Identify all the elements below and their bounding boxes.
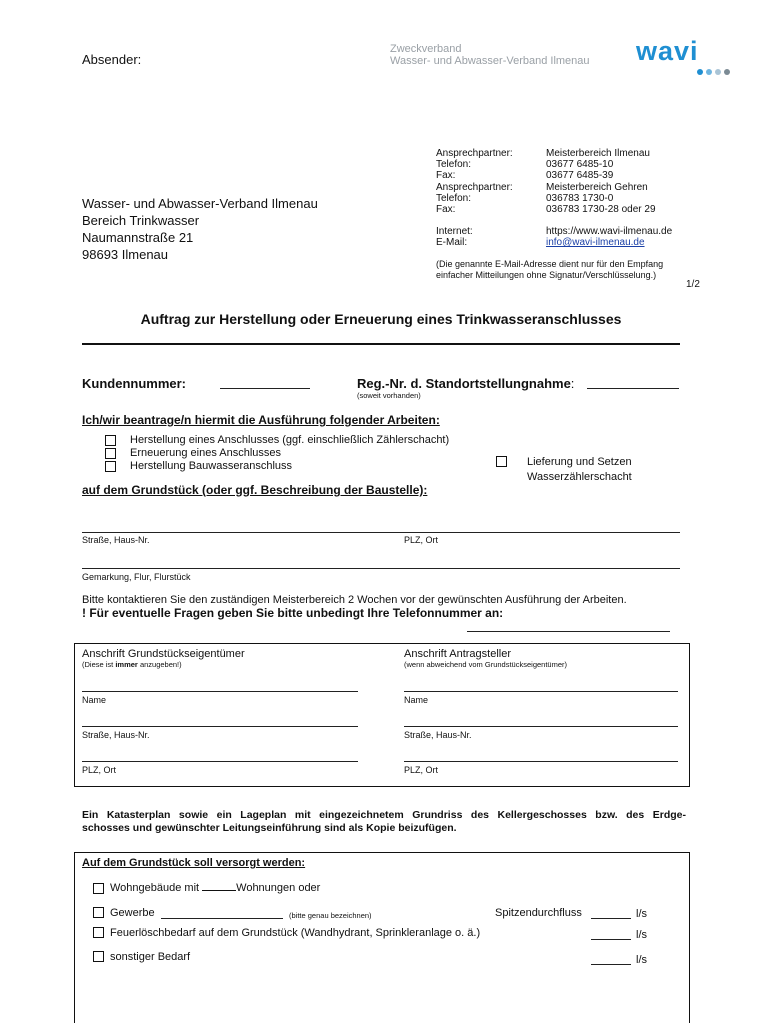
contact-label: Telefon: bbox=[436, 159, 472, 171]
option-label: Herstellung Bauwasseranschluss bbox=[130, 460, 293, 472]
email-note bbox=[436, 259, 663, 280]
site-street-field[interactable] bbox=[82, 532, 680, 533]
sender-label: Absender: bbox=[82, 52, 142, 67]
contact-labels bbox=[436, 148, 513, 215]
owner-note-bold: immer bbox=[115, 660, 138, 669]
note-line: einfacher Mitteilungen ohne Signatur/Verschlüsselung.) bbox=[436, 269, 657, 280]
site-parcel-field[interactable] bbox=[82, 568, 680, 569]
internet-label: Internet: bbox=[436, 226, 473, 237]
unit-label: l/s bbox=[636, 908, 647, 920]
owner-plz-label: PLZ, Ort bbox=[82, 765, 117, 775]
applicant-name-label: Name bbox=[404, 695, 429, 705]
recipient-address bbox=[82, 195, 318, 263]
owner-street-field[interactable] bbox=[82, 726, 358, 727]
option-label: Lieferung und Setzen bbox=[527, 456, 632, 468]
applicant-plz-label: PLZ, Ort bbox=[404, 765, 439, 775]
unit-label: l/s bbox=[636, 929, 647, 941]
logo-dot-icon bbox=[715, 69, 721, 75]
checkbox[interactable] bbox=[93, 951, 104, 962]
site-heading: auf dem Grundstück (oder ggf. Beschreibung der Baustelle): bbox=[82, 483, 428, 497]
option-label: Herstellung eines Anschlusses (ggf. einschließlich Zählerschacht) bbox=[130, 434, 450, 446]
owner-note-post: anzugeben!) bbox=[137, 660, 182, 669]
regnr-label-text: Reg.-Nr. d. Standortstellungnahme bbox=[357, 376, 571, 391]
org-line2: Wasser- und Abwasser-Verband Ilmenau bbox=[390, 55, 590, 67]
contact-label: Ansprechpartner: bbox=[436, 181, 513, 193]
work-option[interactable] bbox=[105, 460, 449, 473]
contact-value: 03677 6485-10 bbox=[546, 159, 614, 171]
title-rule bbox=[82, 343, 680, 345]
meter-shaft-label bbox=[527, 455, 632, 485]
owner-heading: Anschrift Grundstückseigentümer bbox=[82, 648, 245, 660]
contact-value: Meisterbereich Gehren bbox=[546, 181, 648, 193]
owner-note bbox=[82, 660, 182, 669]
contact-value: Meisterbereich Ilmenau bbox=[546, 148, 650, 159]
regnr-field[interactable] bbox=[587, 388, 679, 389]
note-line: (Die genannte E-Mail-Adresse dient nur für den Empfang bbox=[436, 259, 664, 269]
applicant-plz-field[interactable] bbox=[404, 761, 678, 762]
contact-value: 03677 6485-39 bbox=[546, 170, 614, 182]
contact-values bbox=[546, 148, 656, 215]
applicant-name-field[interactable] bbox=[404, 691, 678, 692]
supply-item-fire[interactable] bbox=[93, 927, 480, 939]
phone-request-text: ! Für eventuelle Fragen geben Sie bitte unbedingt Ihre Telefonnummer an: bbox=[82, 606, 504, 620]
supply-heading: Auf dem Grundstück soll versorgt werden: bbox=[82, 857, 306, 869]
peak-flow-field[interactable] bbox=[591, 918, 631, 919]
applicant-note: (wenn abweichend vom Grundstückseigentümer) bbox=[404, 660, 567, 669]
logo-dot-icon bbox=[706, 69, 712, 75]
item-label: Wohngebäude mit bbox=[110, 882, 203, 894]
web-labels bbox=[436, 226, 473, 248]
address-line: 98693 Ilmenau bbox=[82, 247, 169, 262]
peak-flow-label: Spitzendurchfluss bbox=[495, 907, 582, 919]
contact-label: Fax: bbox=[436, 204, 456, 216]
supply-item-residential[interactable] bbox=[93, 882, 320, 894]
work-option[interactable] bbox=[105, 447, 449, 460]
org-line1: Zweckverband bbox=[390, 43, 462, 55]
checkbox[interactable] bbox=[93, 907, 104, 918]
kundennummer-label: Kundennummer: bbox=[82, 376, 186, 391]
checkbox[interactable] bbox=[93, 927, 104, 938]
option-label: Wasserzählerschacht bbox=[527, 471, 632, 483]
owner-name-label: Name bbox=[82, 695, 107, 705]
page-number: 1/2 bbox=[686, 279, 700, 290]
applicant-street-field[interactable] bbox=[404, 726, 678, 727]
email-link[interactable]: info@wavi-ilmenau.de bbox=[546, 237, 645, 249]
work-option[interactable] bbox=[105, 434, 449, 447]
address-line: Naumannstraße 21 bbox=[82, 230, 194, 245]
item-label: Feuerlöschbedarf auf dem Grundstück (Wandhydrant, Sprinkleranlage o. ä.) bbox=[110, 927, 481, 939]
site-plz-label: PLZ, Ort bbox=[404, 535, 439, 545]
meter-shaft-checkbox[interactable] bbox=[496, 456, 507, 467]
contact-label: Telefon: bbox=[436, 192, 472, 204]
wavi-logo: wavi bbox=[636, 36, 699, 66]
owner-name-field[interactable] bbox=[82, 691, 358, 692]
owner-street-label: Straße, Haus-Nr. bbox=[82, 730, 150, 740]
checkbox[interactable] bbox=[93, 883, 104, 894]
work-heading: Ich/wir beantrage/n hiermit die Ausführung folgender Arbeiten: bbox=[82, 413, 440, 427]
contact-request-text: Bitte kontaktieren Sie den zuständigen Meisterbereich 2 Wochen vor der gewünschten Ausführung der Arbeiten. bbox=[82, 594, 627, 606]
regnr-colon: : bbox=[570, 376, 575, 391]
website-link[interactable]: https://www.wavi-ilmenau.de bbox=[546, 226, 673, 237]
kataster-note bbox=[82, 809, 686, 835]
contact-label: Ansprechpartner: bbox=[436, 148, 513, 159]
kundennummer-field[interactable] bbox=[220, 388, 310, 389]
contact-value: 036783 1730-0 bbox=[546, 192, 614, 204]
contact-value: 036783 1730-28 oder 29 bbox=[546, 204, 656, 216]
kataster-line: Ein Katasterplan sowie ein Lageplan mit eingezeichnetem Grundriss des Kellergeschosses bzw. des Erdge- bbox=[82, 809, 686, 821]
site-street-label: Straße, Haus-Nr. bbox=[82, 535, 150, 545]
checkbox[interactable] bbox=[105, 448, 116, 459]
regnr-label bbox=[357, 376, 574, 391]
site-parcel-label: Gemarkung, Flur, Flurstück bbox=[82, 572, 191, 582]
page-title: Auftrag zur Herstellung oder Erneuerung eines Trinkwasseranschlusses bbox=[140, 311, 622, 327]
logo-dot-icon bbox=[724, 69, 730, 75]
item-label: sonstiger Bedarf bbox=[110, 951, 191, 963]
supply-item-other[interactable] bbox=[93, 951, 190, 963]
address-line: Bereich Trinkwasser bbox=[82, 213, 200, 228]
other-flow-field[interactable] bbox=[591, 964, 631, 965]
phone-field[interactable] bbox=[467, 631, 670, 632]
address-line: Wasser- und Abwasser-Verband Ilmenau bbox=[82, 196, 318, 211]
applicant-heading: Anschrift Antragsteller bbox=[404, 648, 511, 660]
owner-plz-field[interactable] bbox=[82, 761, 358, 762]
logo-dot-icon bbox=[697, 69, 703, 75]
email-label: E-Mail: bbox=[436, 237, 468, 249]
owner-note-pre: (Diese ist bbox=[82, 660, 116, 669]
item-label: Gewerbe bbox=[110, 907, 155, 919]
checkbox[interactable] bbox=[105, 435, 116, 446]
item-label: Wohnungen oder bbox=[236, 882, 321, 894]
regnr-note: (soweit vorhanden) bbox=[357, 391, 421, 400]
web-values bbox=[546, 226, 672, 248]
work-options bbox=[105, 434, 449, 473]
unit-label: l/s bbox=[636, 954, 647, 966]
option-label: Erneuerung eines Anschlusses bbox=[130, 447, 282, 459]
checkbox[interactable] bbox=[105, 461, 116, 472]
supply-item-commercial[interactable] bbox=[93, 907, 155, 919]
commercial-field[interactable] bbox=[161, 918, 283, 919]
kataster-line: schosses und gewünschter Leitungseinführung sind als Kopie beizufügen. bbox=[82, 822, 457, 834]
commercial-note: (bitte genau bezeichnen) bbox=[289, 911, 372, 920]
fire-flow-field[interactable] bbox=[591, 939, 631, 940]
apartments-field[interactable] bbox=[202, 890, 236, 891]
contact-label: Fax: bbox=[436, 170, 456, 182]
applicant-street-label: Straße, Haus-Nr. bbox=[404, 730, 472, 740]
